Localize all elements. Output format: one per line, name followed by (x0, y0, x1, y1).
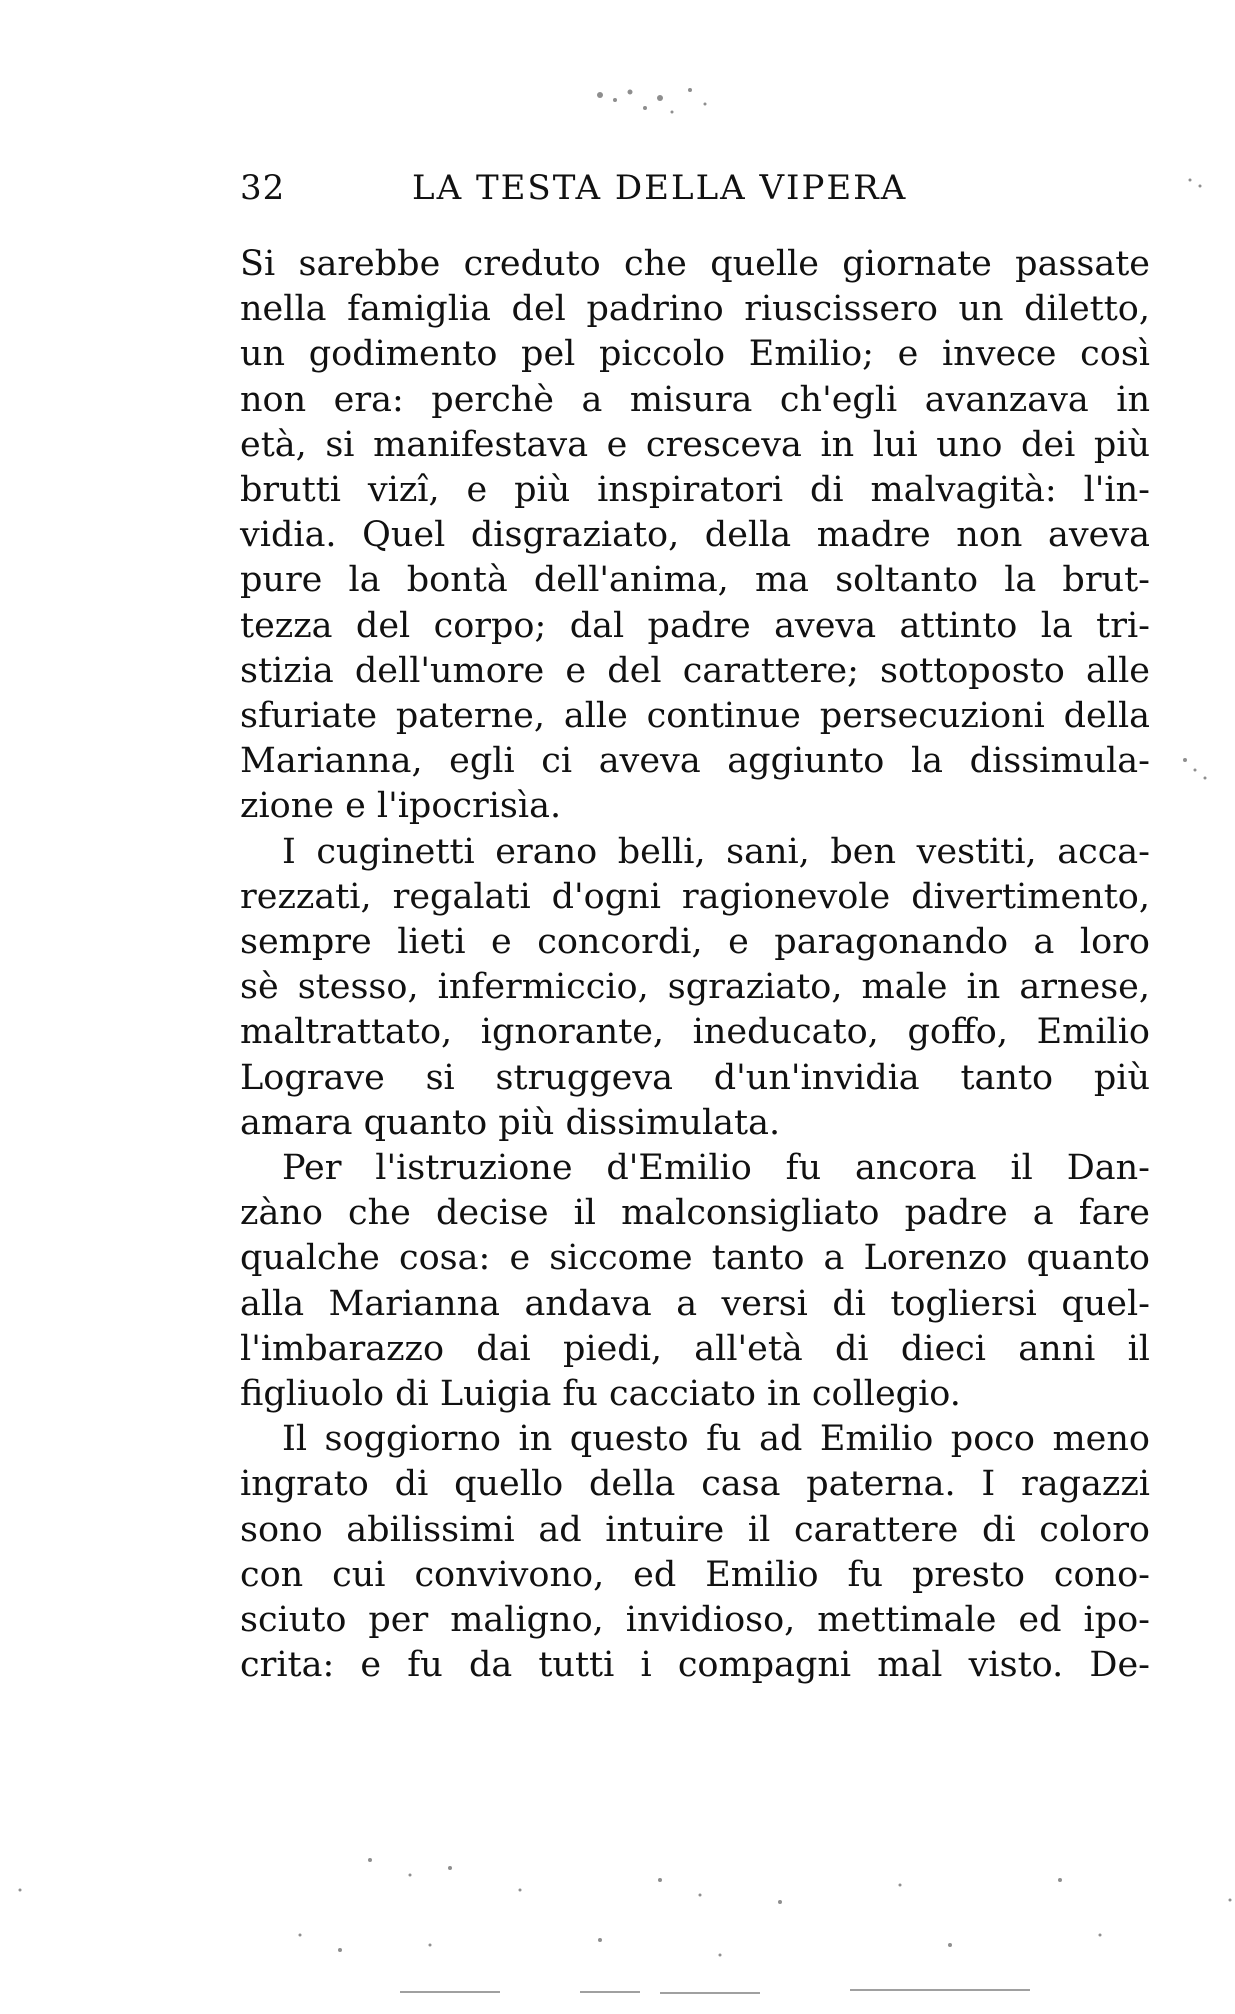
text-line: I cuginetti erano belli, sani, ben vestiti, acca- (282, 831, 1150, 872)
text-line: Per l'istruzione d'Emilio fu ancora il Dan- (282, 1148, 1150, 1189)
text-line: l'imbarazzo dai piedi, all'età di dieci anni il (240, 1328, 1150, 1369)
text-line: età, si manifestava e cresceva in lui uno dei più (240, 424, 1150, 465)
text-line: maltrattato, ignorante, ineducato, goffo, Emilio (240, 1012, 1150, 1053)
text-line: sè stesso, infermiccio, sgraziato, male in arnese, (240, 967, 1150, 1008)
text-line: zàno che decise il malconsigliato padre a fare (240, 1193, 1150, 1234)
text-line: Si sarebbe creduto che quelle giornate passate (240, 244, 1150, 284)
text-line: qualche cosa: e siccome tanto a Lorenzo quanto (240, 1238, 1150, 1279)
text-line: un godimento pel piccolo Emilio; e invece così (240, 334, 1150, 375)
text-line: stizia dell'umore e del carattere; sottoposto alle (240, 650, 1150, 691)
running-title: LA TESTA DELLA VIPERA (412, 168, 908, 208)
text-line: Il soggiorno in questo fu ad Emilio poco meno (282, 1419, 1150, 1460)
text-line: sciuto per maligno, invidioso, mettimale ed ipo- (240, 1600, 1150, 1641)
text-line: rezzati, regalati d'ogni ragionevole divertimento, (240, 876, 1150, 917)
text-line: zione e l'ipocrisìa. (240, 786, 562, 827)
page-number: 32 (240, 168, 286, 208)
text-line: figliuolo di Luigia fu cacciato in collegio. (240, 1374, 961, 1415)
text-line: Lograve si struggeva d'un'invidia tanto più (240, 1057, 1150, 1098)
body-text (240, 242, 1150, 1689)
text-line: alla Marianna andava a versi di togliersi quel- (240, 1283, 1150, 1324)
text-line: tezza del corpo; dal padre aveva attinto la tri- (240, 605, 1150, 646)
text-line: ingrato di quello della casa paterna. I ragazzi (240, 1464, 1150, 1505)
text-line: sono abilissimi ad intuire il carattere di coloro (240, 1509, 1150, 1550)
text-line: sempre lieti e concordi, e paragonando a loro (240, 922, 1150, 963)
text-line: brutti vizî, e più inspiratori di malvagità: l'in- (240, 470, 1150, 511)
text-line: vidia. Quel disgraziato, della madre non aveva (240, 515, 1150, 556)
text-line: con cui convivono, ed Emilio fu presto cono- (240, 1554, 1150, 1595)
text-line: non era: perchè a misura ch'egli avanzava in (240, 379, 1150, 420)
text-line: Marianna, egli ci aveva aggiunto la dissimula- (240, 741, 1150, 782)
text-line: sfuriate paterne, alle continue persecuzioni della (240, 696, 1150, 737)
text-line: amara quanto più dissimulata. (240, 1102, 781, 1143)
text-line: nella famiglia del padrino riuscissero un diletto, (240, 289, 1150, 330)
text-line: pure la bontà dell'anima, ma soltanto la brut- (240, 560, 1150, 601)
text-line: crita: e fu da tutti i compagni mal visto. De- (240, 1645, 1150, 1686)
